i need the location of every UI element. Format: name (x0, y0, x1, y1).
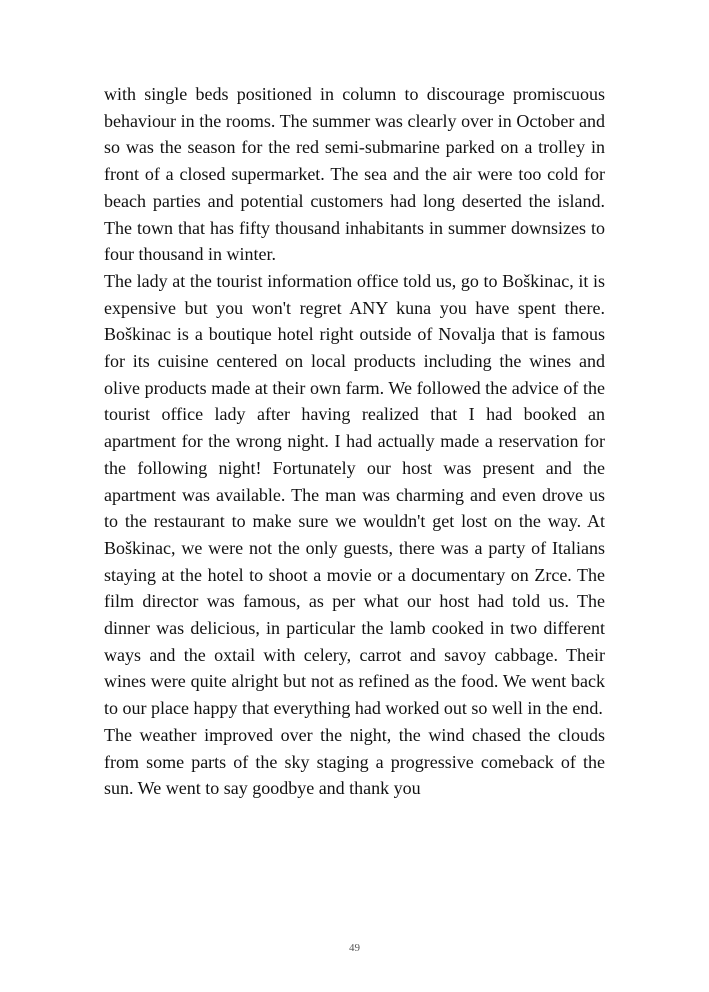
paragraph-3: The weather improved over the night, the wind chased the clouds from some parts of the sky staging a progressive comeback of the sun. We went to say goodbye and thank you (104, 724, 605, 799)
paragraph-2: The lady at the tourist information office told us, go to Boškinac, it is expensive but you won't regret ANY kuna you have spent there. Boškinac is a boutique hotel right outside of Novalja that is famous for its cuisine centered on local products including the wines and olive products made at their own farm. We followed the advice of the tourist office lady after having realized that I had booked an apartment for the wrong night. I had actually made a reservation for the following night! Fortunately our host was present and the apartment was available. The man was charming and even drove us to the restaurant to make sure we wouldn't get lost on the way. At Boškinac, we were not the only guests, there was a party of Italians staying at the hotel to shoot a movie or a documentary on Zrce. The film director was famous, as per what our host had told us. The dinner was delicious, in particular the lamb cooked in two different ways and the oxtail with celery, carrot and savoy cabbage. Their wines were quite alright but not as refined as the food. We went back to our place happy that everything had worked out so well in the end. (104, 270, 605, 719)
page-body (104, 81, 605, 802)
paragraph-1: with single beds positioned in column to discourage promiscuous behaviour in the rooms. The summer was clearly over in October and so was the season for the red semi-submarine parked on a trolley in front of a closed supermarket. The sea and the air were too cold for beach parties and potential customers had long deserted the island. The town that has fifty thousand inhabitants in summer downsizes to four thousand in winter. (104, 84, 605, 265)
page-number: 49 (349, 942, 360, 954)
